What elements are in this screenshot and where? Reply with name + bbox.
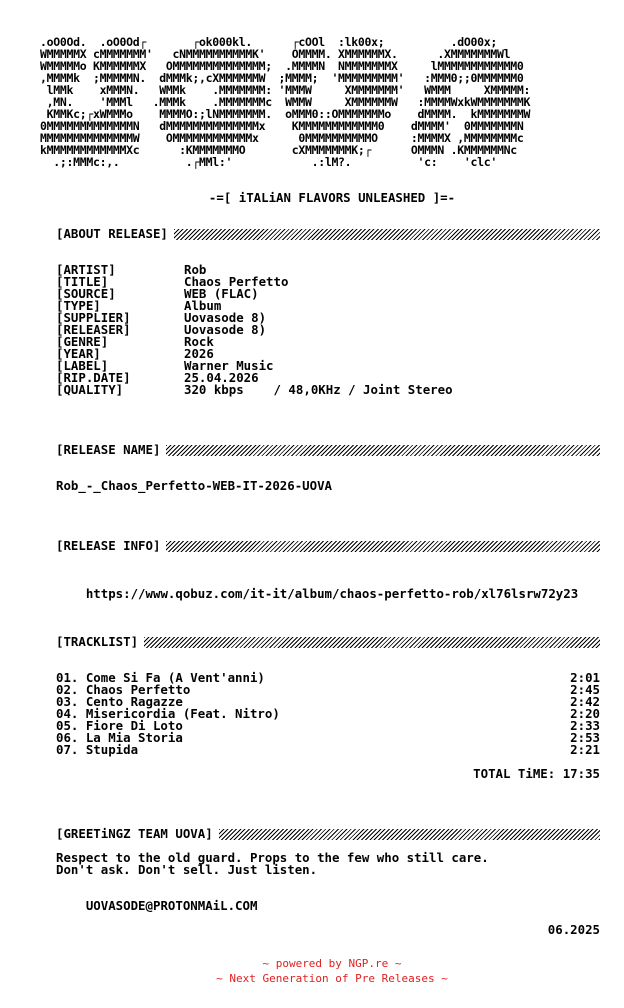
field-row [56,336,576,348]
field-key: [LABEL] [56,358,109,373]
track-duration: 2:33 [570,718,600,733]
footer-powered-by [0,957,624,971]
field-key: [QUALITY] [56,382,124,397]
track-duration: 2:53 [570,730,600,745]
section-header-greetingz [56,828,600,840]
track-title: 01. Come Si Fa (A Vent'anni) [56,670,265,685]
section-title-tracklist: [TRACKLIST] [56,634,139,649]
footer-line-1: ~ powered by NGP.re ~ [262,957,402,970]
section-header-release-name [56,444,600,456]
field-row [56,288,576,300]
field-key: [YEAR] [56,346,101,361]
track-duration: 2:42 [570,694,600,709]
field-row [56,312,576,324]
field-value: Chaos Perfetto [184,274,289,289]
tracklist [56,672,600,756]
contact-email-link[interactable]: UOVASODE@PROTONMAiL.COM [85,898,258,913]
field-key: [GENRE] [56,334,109,349]
field-key: [SUPPLIER] [56,310,131,325]
section-title-release-info: [RELEASE INFO] [56,538,161,553]
field-value: WEB (FLAC) [184,286,259,301]
section-header-release-info [56,540,600,552]
track-title: 07. Stupida [56,742,139,757]
field-value: Rock [184,334,214,349]
field-row [56,276,576,288]
hatched-divider [144,637,600,648]
field-value: 25.04.2026 [184,370,259,385]
field-row [56,384,576,396]
section-title-release-name: [RELEASE NAME] [56,442,161,457]
hatched-divider [166,445,600,456]
field-key: [ARTIST] [56,262,116,277]
hatched-divider [166,541,600,552]
tagline: -=[ iTALiAN FLAVORS UNLEASHED ]=- [208,190,456,205]
greetings-line-1: Respect to the old guard. Props to the few who still care. [56,850,489,865]
greetings-line-2: Don't ask. Don't sell. Just listen. [56,862,318,877]
field-key: [SOURCE] [56,286,116,301]
release-date-footer: 06.2025 [547,922,600,937]
footer-tagline [0,972,624,986]
field-row [56,264,576,276]
release-fields [56,264,576,396]
field-value: Warner Music [184,358,274,373]
release-name-value: Rob_-_Chaos_Perfetto-WEB-IT-2026-UOVA [56,478,333,493]
hatched-divider [219,829,600,840]
field-value: Uovasode 8) [184,322,267,337]
field-value: Rob [184,262,207,277]
track-title: 03. Cento Ragazze [56,694,183,709]
field-key: [RELEASER] [56,322,131,337]
track-row [56,744,600,756]
field-value: 2026 [184,346,214,361]
field-key: [TITLE] [56,274,109,289]
section-header-tracklist [56,636,600,648]
field-key: [RIP.DATE] [56,370,131,385]
field-row [56,324,576,336]
track-title: 02. Chaos Perfetto [56,682,191,697]
field-row [56,300,576,312]
track-title: 06. La Mia Storia [56,730,183,745]
field-value: 320 kbps / 48,0KHz / Joint Stereo [184,382,453,397]
section-title-greetingz: [GREETiNGZ TEAM UOVA] [56,826,213,841]
field-value: Uovasode 8) [184,310,267,325]
field-key: [TYPE] [56,298,101,313]
field-row [56,348,576,360]
track-title: 05. Fiore Di Loto [56,718,183,733]
track-duration: 2:01 [570,670,600,685]
hatched-divider [174,229,600,240]
section-title-about: [ABOUT RELEASE] [56,226,168,241]
field-value: Album [184,298,222,313]
footer-line-2: ~ Next Generation of Pre Releases ~ [216,972,448,985]
track-duration: 2:21 [570,742,600,757]
field-row [56,360,576,372]
track-duration: 2:20 [570,706,600,721]
release-url-link[interactable]: https://www.qobuz.com/it-it/album/chaos-perfetto-rob/xl76lsrw72y23 [85,586,579,601]
section-header-about [56,228,600,240]
track-duration: 2:45 [570,682,600,697]
total-time: TOTAL TiME: 17:35 [473,766,600,781]
track-title: 04. Misericordia (Feat. Nitro) [56,706,280,721]
ascii-art-logo: .oO0Od. .oO0Od┌ ┌ok000kl. ┌cOOl :lk00x; .dO00x; WMMMMMX cMMMMMMM' cNMMMMMMMMMMK' OMMMM. XMMMMMMX. .XMMMMMMMWl WMMMMMo KMMMMMMX OMMMMMMMMMMMMMM; .MMMMN NMMMMMMMX lMMMMMMMMMMMM0 ,MMMMk ;MMMMMN. dMMMk;,cXMMMMMMW ;MMMM; 'MMMMMMMMM' :MMM0;;0MMMMMM0 lMMk xMMMN. WMMk .MMMMMMM: 'MMMW XMMMMMMM' WMMM XMMMMM: ,MN. 'MMMl .MMMk .MMMMMMMc WMMW XMMMMMMW :MMMMWxkWMMMMMMMK KMMKc;┌xWMMMo MMMMO:;lNMMMMMMM. oMMM0::OMMMMMMMo dMMMM. kMMMMMMMW 0MMMMMMMMMMMMMN dMMMMMMMMMMMMMMx KMMMMMMMMMMMM0 dMMMM' 0MMMMMMMN MMMMMMMMMMMMMMW OMMMMMMMMMMMMx 0MMMMMMMMMMO :MMMMX ,MMMMMMMMc kMMMMMMMMMMMMXc :KMMMMMMMO cXMMMMMMMK;┌ OMMMN .KMMMMMMNc .;:MMMc:,. .┌MMl:' .:lM?. 'c: 'clc' [40,35,531,169]
